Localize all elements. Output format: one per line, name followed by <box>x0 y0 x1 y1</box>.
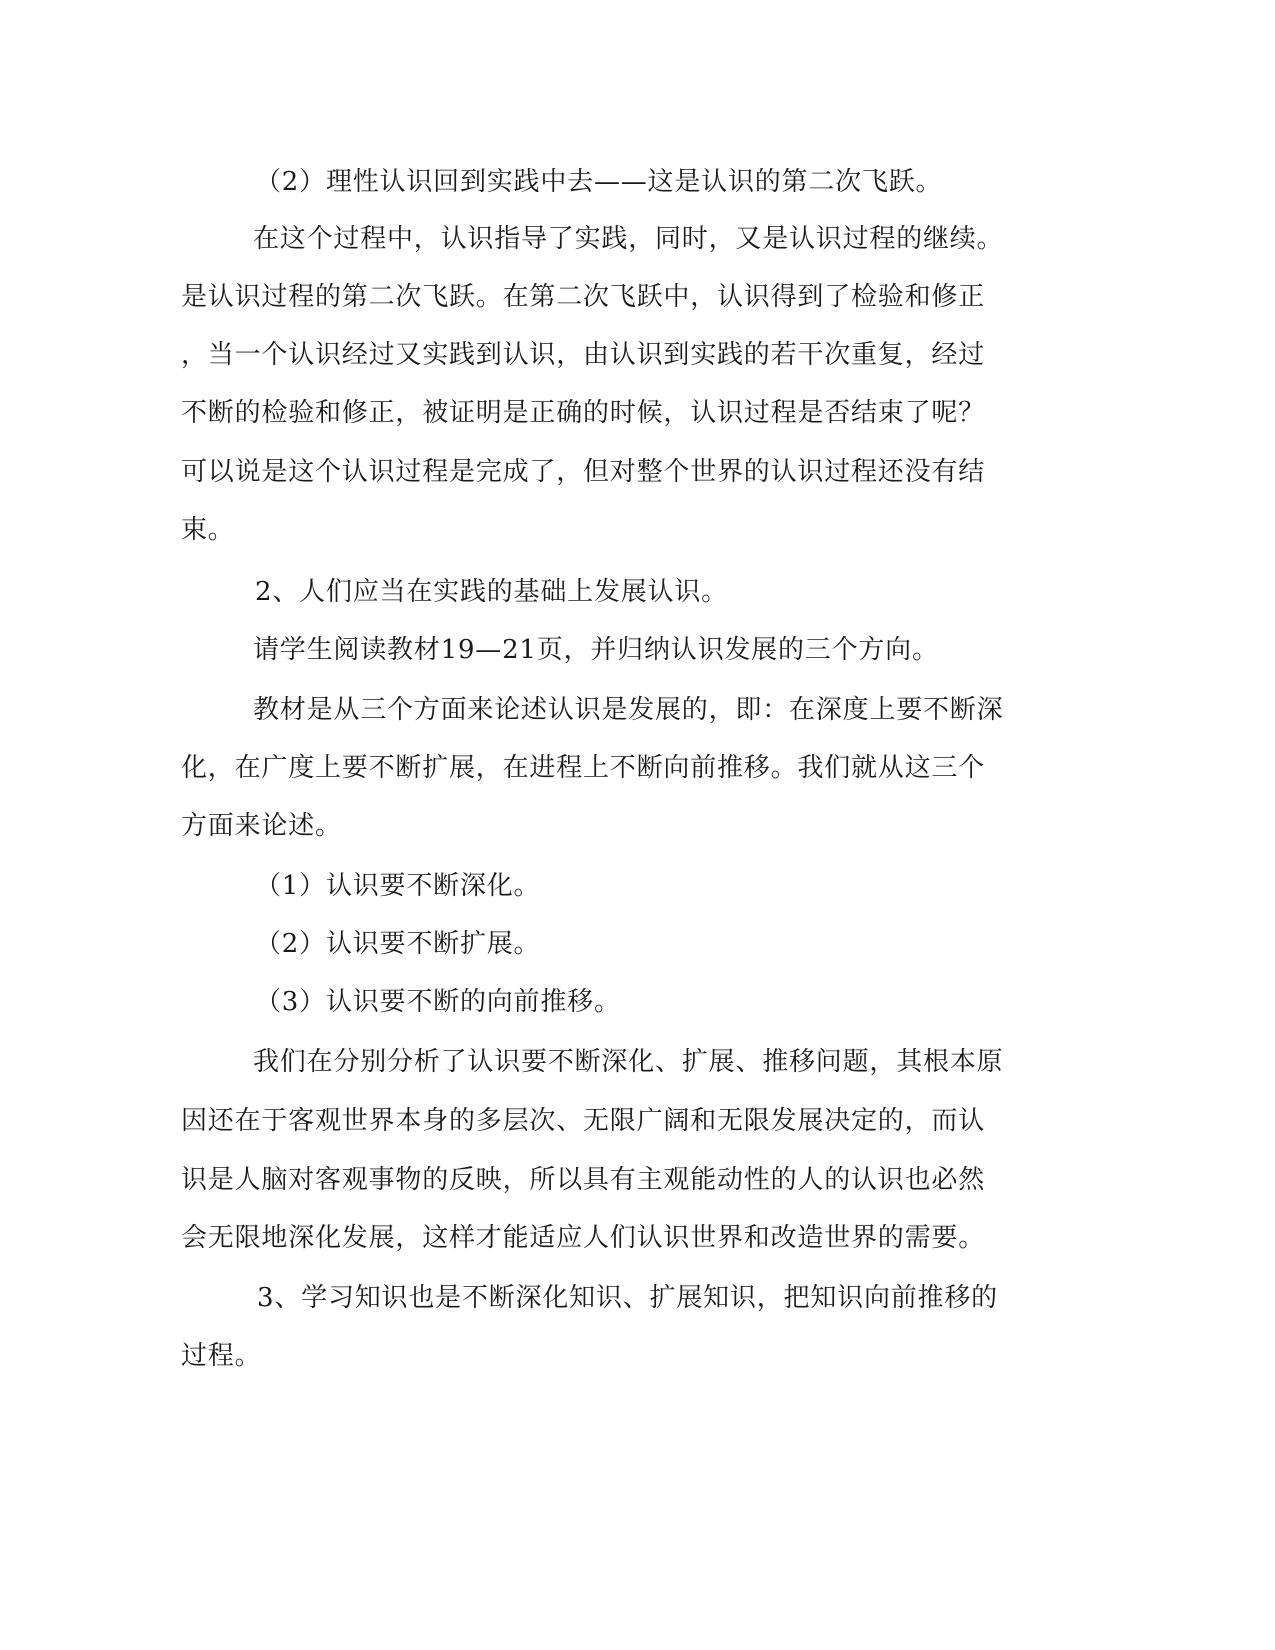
text-line: （2）理性认识回到实践中去——这是认识的第二次飞跃。 <box>255 167 943 197</box>
text-line: 过程。 <box>181 1341 262 1371</box>
text-line: （3）认识要不断的向前推移。 <box>255 987 621 1017</box>
text-line: 是认识过程的第二次飞跃。在第二次飞跃中，认识得到了检验和修正 <box>181 282 986 312</box>
text-line: （2）认识要不断扩展。 <box>255 929 541 959</box>
text-line: ，当一个认识经过又实践到认识，由认识到实践的若干次重复，经过 <box>181 340 986 370</box>
text-line: 束。 <box>181 515 235 545</box>
text-line: 识是人脑对客观事物的反映，所以具有主观能动性的人的认识也必然 <box>181 1165 986 1195</box>
text-line: 化，在广度上要不断扩展，在进程上不断向前推移。我们就从这三个 <box>181 753 986 783</box>
text-line: 方面来论述。 <box>181 811 342 841</box>
text-line: （1）认识要不断深化。 <box>255 871 541 901</box>
text-line: 我们在分别分析了认识要不断深化、扩展、推移问题，其根本原 <box>253 1047 1004 1077</box>
text-line: 3、学习知识也是不断深化知识、扩展知识，把知识向前推移的 <box>257 1283 998 1313</box>
text-line: 在这个过程中，认识指导了实践，同时，又是认识过程的继续。 <box>253 224 1004 254</box>
text-line: 教材是从三个方面来论述认识是发展的，即：在深度上要不断深 <box>253 695 1004 725</box>
text-line: 不断的检验和修正，被证明是正确的时候，认识过程是否结束了呢？ <box>181 398 986 428</box>
text-line: 会无限地深化发展，这样才能适应人们认识世界和改造世界的需要。 <box>181 1223 986 1253</box>
text-line: 可以说是这个认识过程是完成了，但对整个世界的认识过程还没有结 <box>181 457 986 487</box>
text-line: 因还在于客观世界本身的多层次、无限广阔和无限发展决定的，而认 <box>181 1106 986 1136</box>
text-line: 2、人们应当在实践的基础上发展认识。 <box>255 577 728 607</box>
text-line: 请学生阅读教材19—21页，并归纳认识发展的三个方向。 <box>253 635 939 665</box>
